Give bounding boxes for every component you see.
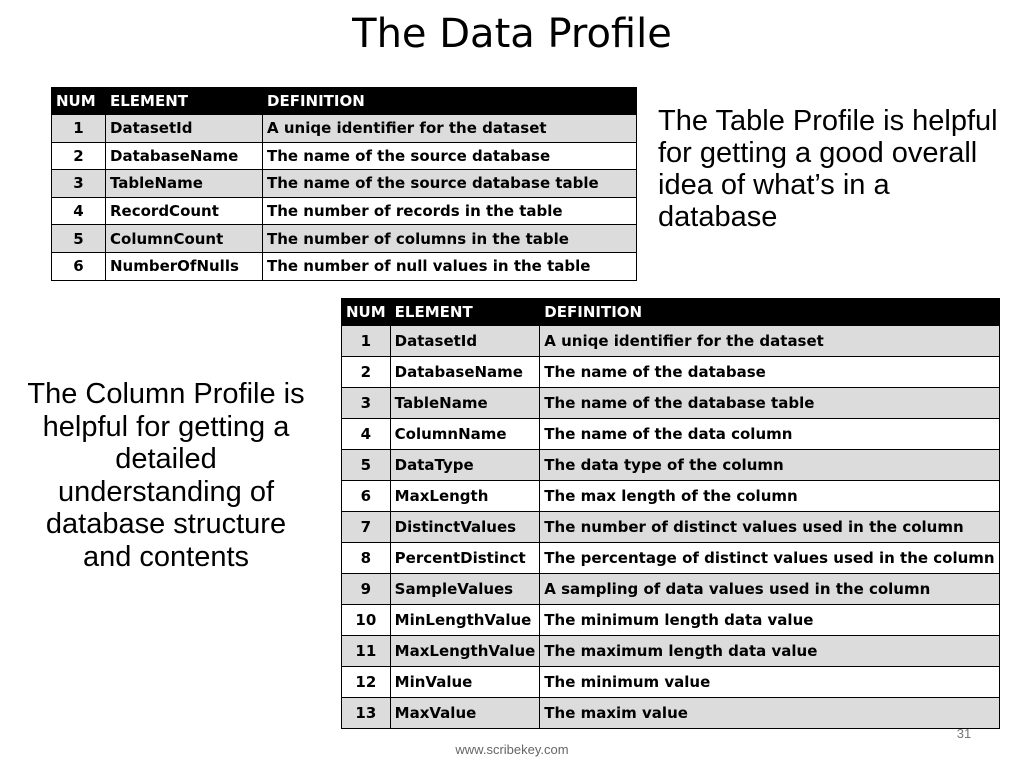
element-cell: MaxLengthValue bbox=[390, 636, 540, 667]
table-row bbox=[52, 142, 637, 170]
num-cell: 12 bbox=[342, 667, 391, 698]
table-profile-table bbox=[51, 87, 637, 281]
num-cell: 5 bbox=[52, 225, 106, 253]
definition-cell: The minimum value bbox=[540, 667, 999, 698]
num-cell: 4 bbox=[342, 419, 391, 450]
num-cell: 7 bbox=[342, 512, 391, 543]
element-cell: DatasetId bbox=[106, 115, 263, 143]
table-row bbox=[342, 450, 1000, 481]
element-cell: ColumnCount bbox=[106, 225, 263, 253]
table-row bbox=[342, 636, 1000, 667]
num-cell: 13 bbox=[342, 698, 391, 729]
num-cell: 6 bbox=[342, 481, 391, 512]
definition-cell: The number of null values in the table bbox=[263, 252, 637, 280]
definition-cell: The number of columns in the table bbox=[263, 225, 637, 253]
table-profile-note: The Table Profile is helpful for getting a good overall idea of what’s in a database bbox=[658, 105, 998, 233]
table-row bbox=[342, 543, 1000, 574]
column-profile-table bbox=[341, 298, 1000, 729]
header-element: ELEMENT bbox=[106, 88, 263, 115]
num-cell: 6 bbox=[52, 252, 106, 280]
num-cell: 9 bbox=[342, 574, 391, 605]
element-cell: MaxValue bbox=[390, 698, 540, 729]
num-cell: 5 bbox=[342, 450, 391, 481]
definition-cell: The maxim value bbox=[540, 698, 999, 729]
page-number: 31 bbox=[956, 726, 972, 741]
element-cell: MinValue bbox=[390, 667, 540, 698]
num-cell: 11 bbox=[342, 636, 391, 667]
table-row bbox=[342, 357, 1000, 388]
element-cell: TableName bbox=[390, 388, 540, 419]
table-row bbox=[52, 225, 637, 253]
num-cell: 4 bbox=[52, 197, 106, 225]
table-row bbox=[342, 605, 1000, 636]
definition-cell: The name of the source database bbox=[263, 142, 637, 170]
element-cell: RecordCount bbox=[106, 197, 263, 225]
table-row bbox=[342, 512, 1000, 543]
definition-cell: The percentage of distinct values used in the column bbox=[540, 543, 999, 574]
element-cell: DatabaseName bbox=[390, 357, 540, 388]
num-cell: 1 bbox=[52, 115, 106, 143]
element-cell: DistinctValues bbox=[390, 512, 540, 543]
element-cell: ColumnName bbox=[390, 419, 540, 450]
table-row bbox=[52, 197, 637, 225]
table-row bbox=[342, 574, 1000, 605]
definition-cell: The maximum length data value bbox=[540, 636, 999, 667]
element-cell: MinLengthValue bbox=[390, 605, 540, 636]
element-cell: DatasetId bbox=[390, 326, 540, 357]
header-definition: DEFINITION bbox=[263, 88, 637, 115]
element-cell: SampleValues bbox=[390, 574, 540, 605]
header-num: NUM bbox=[342, 299, 391, 326]
table-header-row bbox=[342, 299, 1000, 326]
num-cell: 3 bbox=[52, 170, 106, 198]
footer-url: www.scribekey.com bbox=[455, 742, 569, 757]
element-cell: PercentDistinct bbox=[390, 543, 540, 574]
num-cell: 10 bbox=[342, 605, 391, 636]
definition-cell: The name of the database table bbox=[540, 388, 999, 419]
element-cell: NumberOfNulls bbox=[106, 252, 263, 280]
table-row bbox=[52, 252, 637, 280]
definition-cell: The name of the database bbox=[540, 357, 999, 388]
table-row bbox=[342, 667, 1000, 698]
column-profile-note: The Column Profile is helpful for getting a detailed understanding of database structure and contents bbox=[27, 378, 305, 573]
table-row bbox=[52, 115, 637, 143]
num-cell: 3 bbox=[342, 388, 391, 419]
num-cell: 8 bbox=[342, 543, 391, 574]
definition-cell: A sampling of data values used in the column bbox=[540, 574, 999, 605]
element-cell: DataType bbox=[390, 450, 540, 481]
definition-cell: The name of the source database table bbox=[263, 170, 637, 198]
element-cell: MaxLength bbox=[390, 481, 540, 512]
definition-cell: The number of records in the table bbox=[263, 197, 637, 225]
table-row bbox=[342, 481, 1000, 512]
table-row bbox=[342, 388, 1000, 419]
table-row bbox=[342, 419, 1000, 450]
num-cell: 2 bbox=[52, 142, 106, 170]
element-cell: DatabaseName bbox=[106, 142, 263, 170]
table-row bbox=[342, 326, 1000, 357]
definition-cell: The data type of the column bbox=[540, 450, 999, 481]
definition-cell: A uniqe identifier for the dataset bbox=[263, 115, 637, 143]
table-row bbox=[52, 170, 637, 198]
num-cell: 2 bbox=[342, 357, 391, 388]
element-cell: TableName bbox=[106, 170, 263, 198]
header-num: NUM bbox=[52, 88, 106, 115]
slide-title: The Data Profile bbox=[352, 11, 672, 57]
definition-cell: A uniqe identifier for the dataset bbox=[540, 326, 999, 357]
table-header-row bbox=[52, 88, 637, 115]
header-element: ELEMENT bbox=[390, 299, 540, 326]
definition-cell: The number of distinct values used in the column bbox=[540, 512, 999, 543]
definition-cell: The minimum length data value bbox=[540, 605, 999, 636]
num-cell: 1 bbox=[342, 326, 391, 357]
header-definition: DEFINITION bbox=[540, 299, 999, 326]
table-row bbox=[342, 698, 1000, 729]
definition-cell: The name of the data column bbox=[540, 419, 999, 450]
definition-cell: The max length of the column bbox=[540, 481, 999, 512]
